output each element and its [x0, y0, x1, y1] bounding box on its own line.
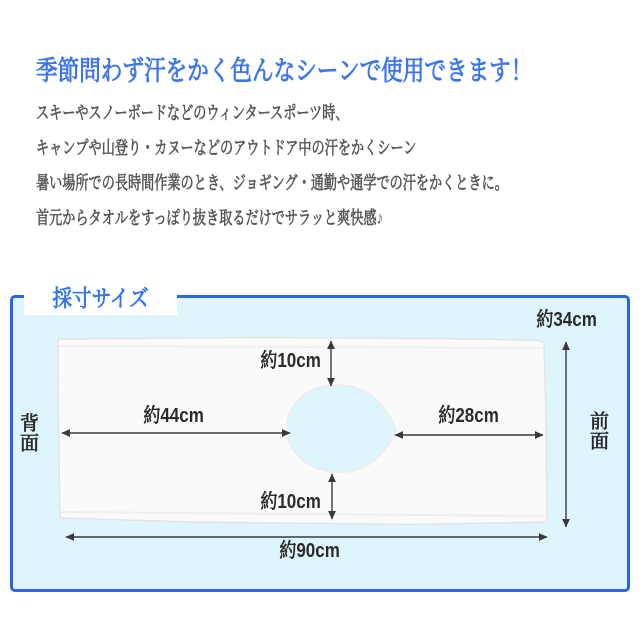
- dim-height-label: 約34cm: [536, 309, 598, 331]
- size-panel-tab: [24, 277, 177, 315]
- dim-hole-to-bottom-label: 約10cm: [260, 491, 321, 513]
- dim-top-to-hole-label: 約10cm: [260, 350, 321, 372]
- size-panel: [10, 295, 630, 592]
- intro-line-2: キャンプや山登り・カヌーなどのアウトドア中の汗をかくシーン: [36, 138, 417, 158]
- dim-total-width-label: 約90cm: [279, 540, 341, 562]
- back-side-label: 背面: [17, 413, 38, 453]
- intro-heading-text: 季節問わず汗をかく色んなシーンで使用できます！: [36, 56, 533, 86]
- intro-line-3: 暑い場所での長時間作業のとき、ジョギング・通勤や通学での汗をかくときに。: [36, 173, 508, 193]
- intro-line-4: 首元からタオルをすっぽり抜き取るだけでサラッと爽快感♪: [36, 208, 384, 228]
- dim-front-width-label: 約28cm: [438, 405, 500, 427]
- front-side-label: 前面: [587, 411, 608, 451]
- intro-heading: [36, 55, 640, 87]
- intro-line-1: スキーやスノーボードなどのウィンタースポーツ時、: [36, 103, 349, 123]
- dim-back-width-label: 約44cm: [143, 405, 205, 427]
- size-panel-tab-label: 採寸サイズ: [52, 284, 149, 311]
